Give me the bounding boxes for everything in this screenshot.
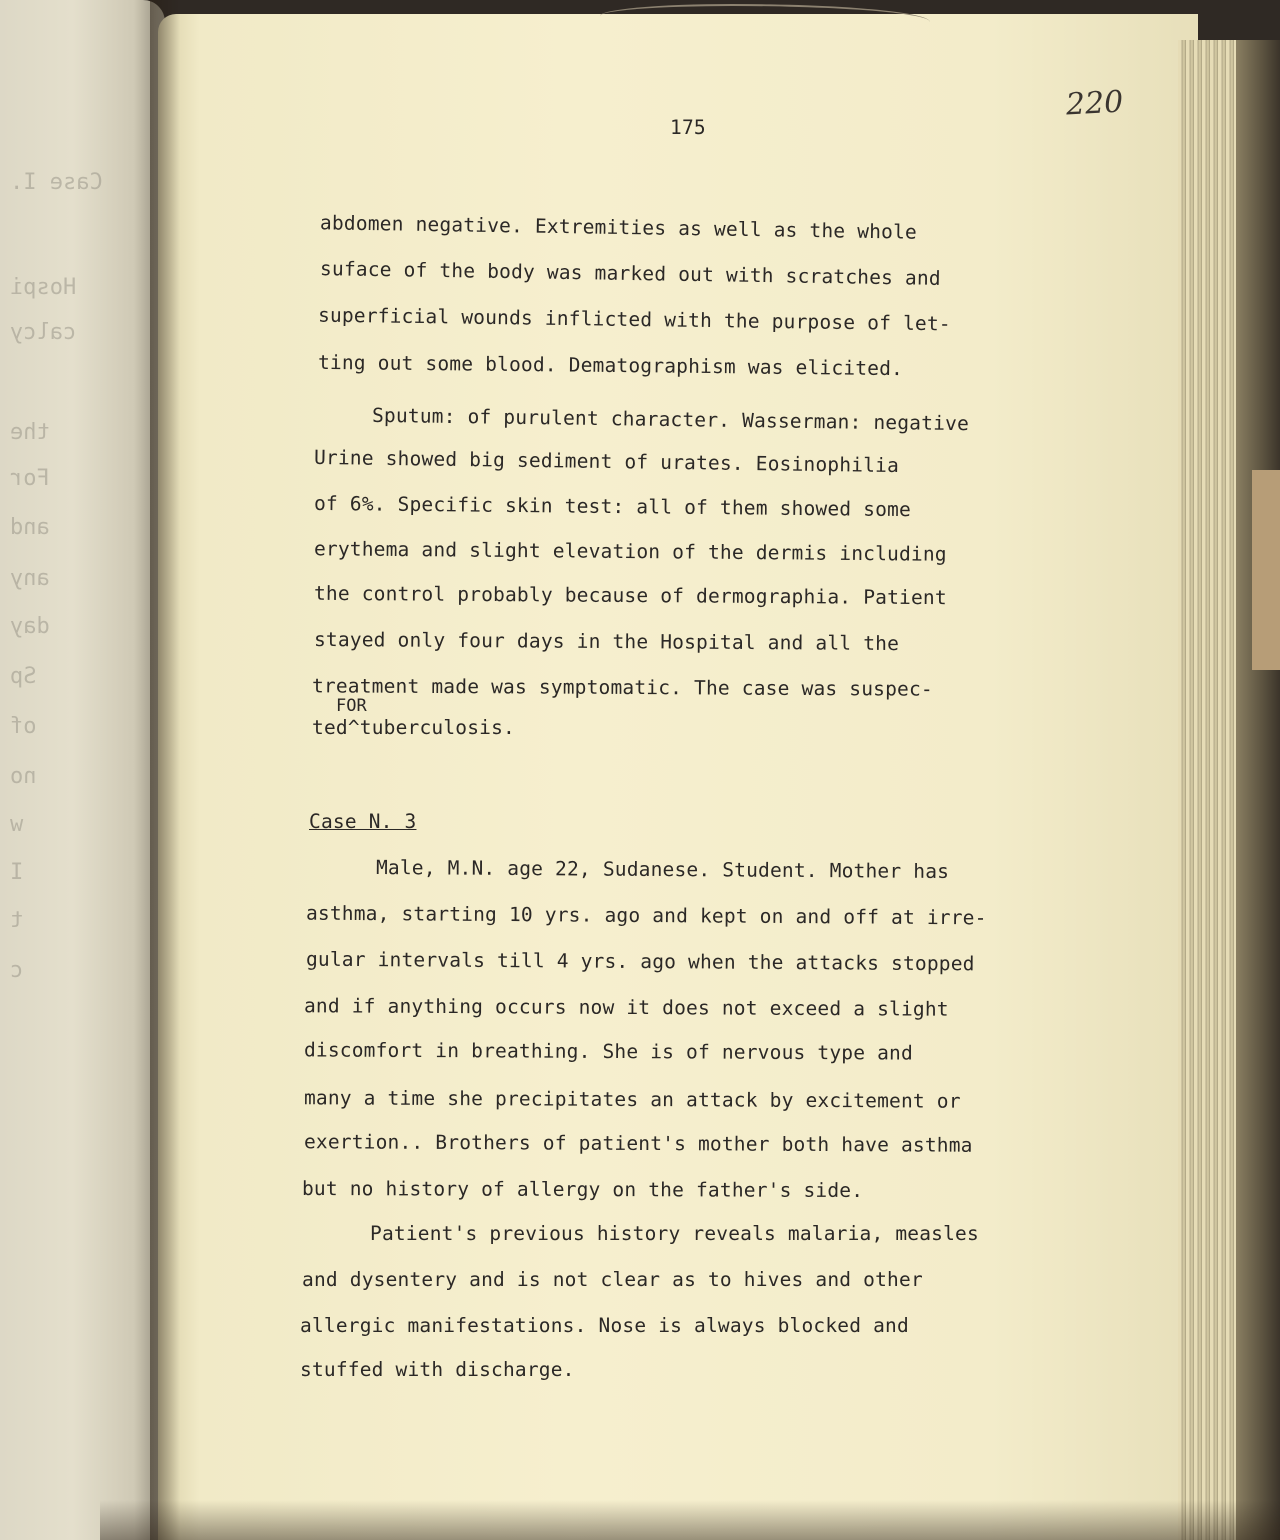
left-page-fragment: I	[10, 860, 24, 885]
bottom-shadow	[100, 1500, 1280, 1540]
text-line: and if anything occurs now it does not exceed a slight	[303, 994, 949, 1021]
left-page-fragment: t	[10, 908, 24, 933]
left-page-fragment: and	[10, 515, 50, 540]
binding-edge	[1236, 40, 1280, 1540]
binding-thread	[600, 4, 930, 34]
text-line: stuffed with discharge.	[300, 1358, 575, 1381]
text-line: exertion.. Brothers of patient's mother both have asthma	[303, 1130, 973, 1157]
left-page-fragment: any	[10, 566, 50, 591]
text-line: treatment made was symptomatic. The case was suspec-	[311, 674, 933, 701]
text-line: Sputum: of purulent character. Wasserman: negative	[371, 403, 970, 436]
text-line: gular intervals till 4 yrs. ago when the attacks stopped	[305, 947, 975, 976]
left-page-fragment: day	[10, 614, 50, 639]
text-line: ting out some blood. Dematographism was elicited.	[317, 350, 904, 381]
book-gutter	[150, 0, 180, 1540]
text-line: asthma, starting 10 yrs. ago and kept on and off at irre-	[305, 901, 987, 930]
left-page-fragment: the	[10, 420, 50, 445]
text-line: stayed only four days in the Hospital and all the	[313, 627, 900, 656]
text-line: many a time she precipitates an attack by excitement or	[303, 1086, 961, 1113]
text-line: superficial wounds inflicted with the purpose of let-	[317, 303, 951, 336]
case-heading: Case N. 3	[309, 810, 417, 833]
text-line: Male, M.N. age 22, Sudanese. Student. Mother has	[375, 855, 950, 884]
left-page-fragment: Case I.	[10, 170, 103, 195]
left-page-fragment: w	[10, 812, 24, 837]
page-number: 175	[670, 116, 706, 139]
left-facing-page	[0, 0, 165, 1540]
text-line: but no history of allergy on the father's side.	[301, 1177, 864, 1202]
right-page	[158, 14, 1198, 1540]
text-line: and dysentery and is not clear as to hives and other	[302, 1268, 923, 1291]
left-page-fragment: calcy	[10, 320, 77, 345]
text-line: of 6%. Specific skin test: all of them showed some	[313, 491, 912, 522]
left-page-fragment: For	[10, 466, 50, 491]
left-page-fragment: Hospi	[10, 275, 77, 300]
text-line: suface of the body was marked out with scratches and	[319, 257, 942, 290]
text-line: allergic manifestations. Nose is always blocked and	[300, 1314, 909, 1337]
handwritten-insertion: FOR	[336, 696, 367, 716]
text-line: abdomen negative. Extremities as well as the whole	[319, 211, 918, 244]
left-page-fragment: no	[10, 764, 37, 789]
text-line: the control probably because of dermographia. Patient	[313, 581, 947, 610]
text-line: Urine showed big sediment of urates. Eosinophilia	[313, 445, 900, 478]
text-line: Patient's previous history reveals malaria, measles	[370, 1222, 979, 1245]
handwritten-folio-number: 220	[1065, 84, 1125, 123]
text-line: erythema and slight elevation of the dermis including	[313, 537, 947, 566]
left-page-fragment: of	[10, 714, 37, 739]
text-line: ted^tuberculosis.	[312, 716, 515, 739]
left-page-fragment: c	[10, 958, 24, 983]
page-tab	[1252, 470, 1280, 670]
text-line: discomfort in breathing. She is of nervous type and	[303, 1038, 914, 1065]
left-page-fragment: Sp	[10, 664, 37, 689]
